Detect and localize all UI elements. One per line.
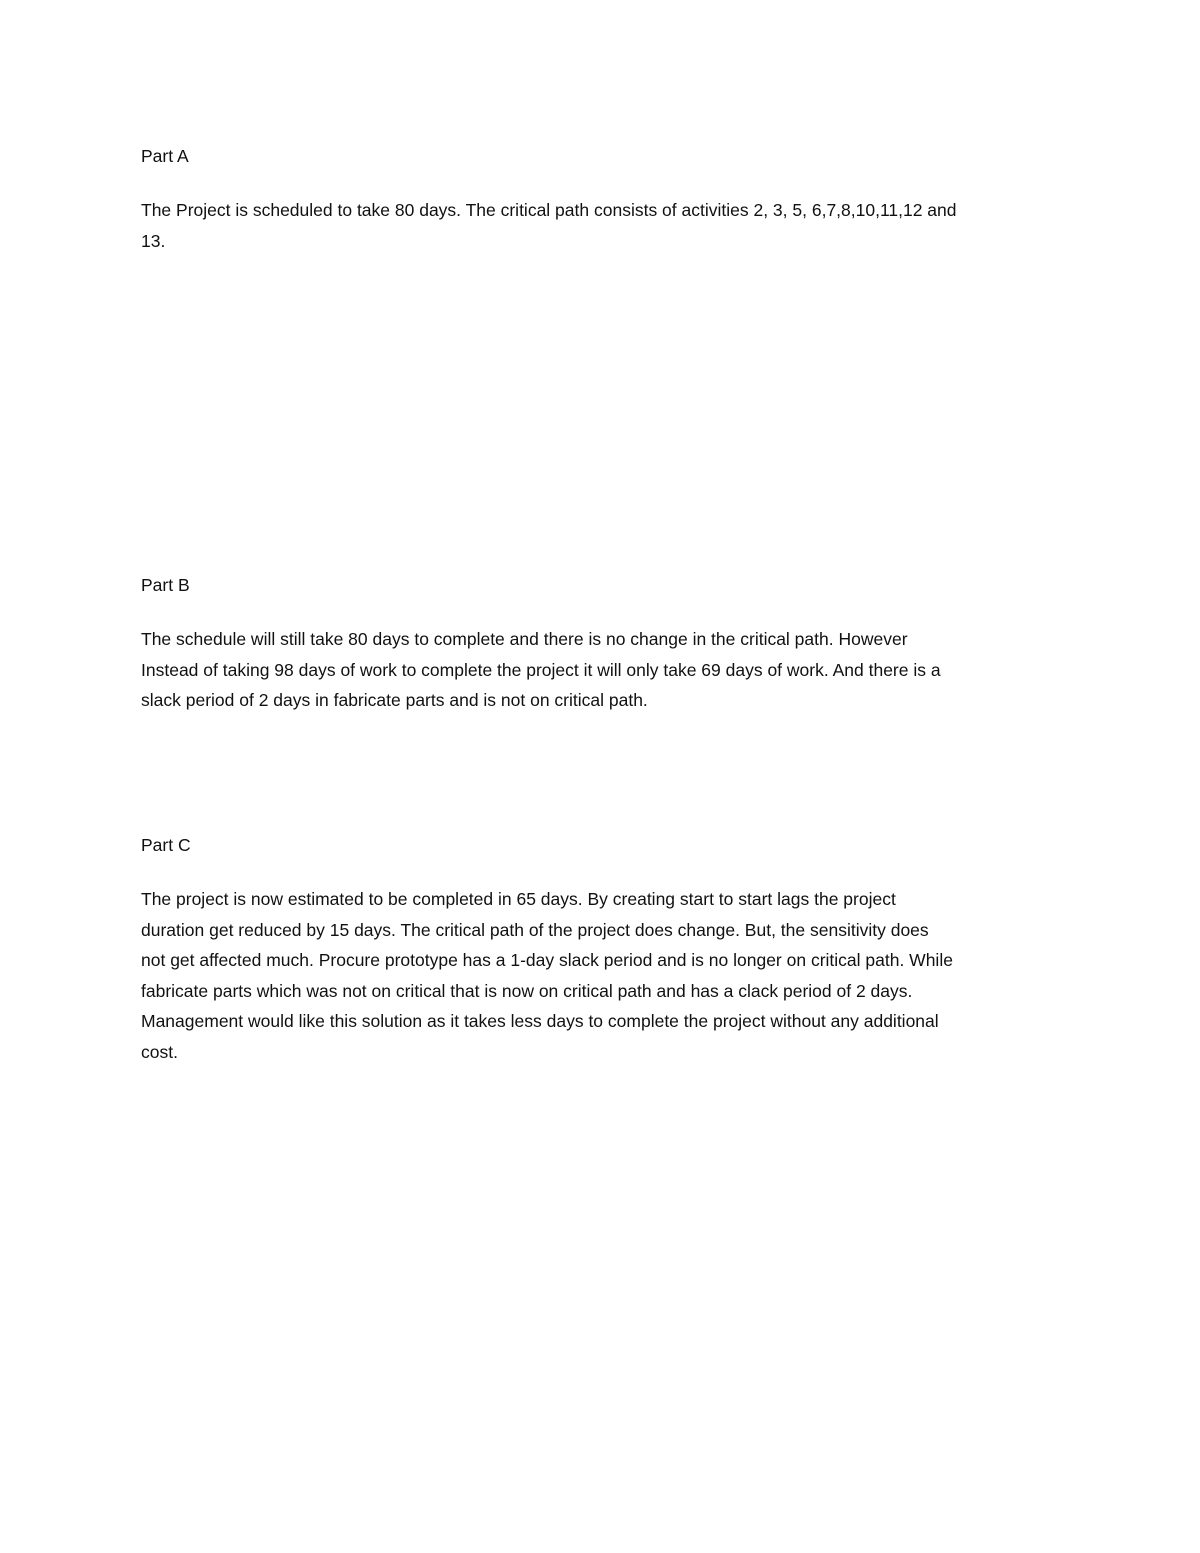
section-part-a	[141, 145, 1061, 256]
section-part-b	[141, 574, 1061, 716]
section-heading: Part A	[141, 146, 189, 166]
paragraph-line: The schedule will still take 80 days to complete and there is no change in the critical path. However	[141, 629, 908, 649]
paragraph-line: cost.	[141, 1041, 178, 1062]
paragraph-line: Instead of taking 98 days of work to complete the project it will only take 69 days of work. And there is a	[141, 659, 941, 680]
paragraph-line: fabricate parts which was not on critical that is now on critical path and has a clack period of 2 days.	[141, 980, 913, 1001]
section-heading: Part B	[141, 575, 190, 595]
paragraph-line: duration get reduced by 15 days. The critical path of the project does change. But, the sensitivity does	[141, 919, 929, 940]
paragraph-line: The Project is scheduled to take 80 days. The critical path consists of activities 2, 3, 5, 6,7,8,10,11,12 and	[141, 200, 957, 220]
paragraph-line: 13.	[141, 230, 166, 251]
section-paragraph	[141, 884, 1061, 1067]
paragraph-line: slack period of 2 days in fabricate parts and is not on critical path.	[141, 690, 648, 710]
section-heading: Part C	[141, 835, 191, 855]
paragraph-line: not get affected much. Procure prototype has a 1-day slack period and is no longer on critical path. While	[141, 950, 953, 970]
section-paragraph	[141, 195, 1061, 256]
paragraph-line: The project is now estimated to be completed in 65 days. By creating start to start lags the project	[141, 889, 896, 909]
section-paragraph	[141, 624, 1061, 716]
paragraph-line: Management would like this solution as it takes less days to complete the project without any additional	[141, 1011, 939, 1031]
section-part-c	[141, 834, 1061, 1067]
